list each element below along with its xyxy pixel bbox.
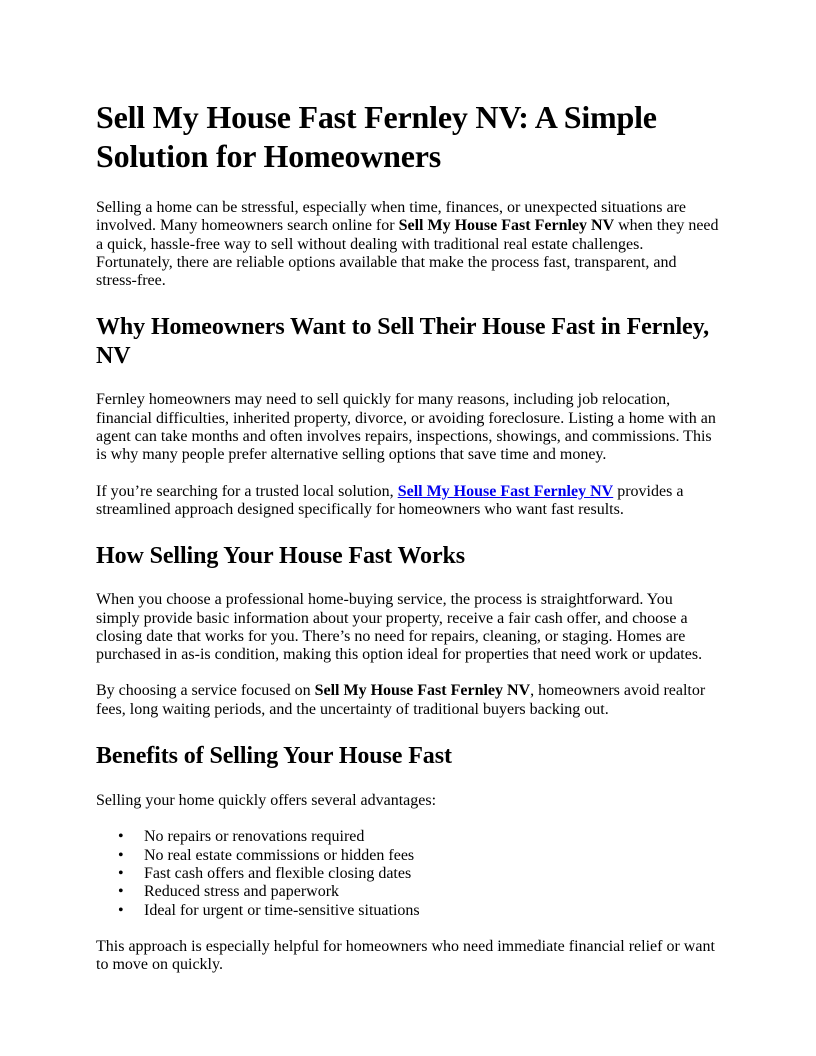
section2-keyword: Sell My House Fast Fernley NV: [314, 682, 531, 700]
section1-text-2: provides a streamlined approach designed specifically for homeowners who want fast results.: [96, 482, 684, 518]
intro-paragraph: [96, 199, 720, 290]
bullet-icon: •: [118, 864, 124, 882]
bullet-icon: •: [118, 846, 124, 864]
section2-heading: How Selling Your House Fast Works: [96, 543, 465, 570]
section1-text-1: If you’re searching for a trusted local solution,: [96, 482, 398, 500]
list-item: [118, 901, 720, 920]
section3-paragraph-1: Selling your home quickly offers several advantages:: [96, 792, 437, 810]
intro-keyword: Sell My House Fast Fernley NV: [398, 217, 615, 235]
list-item-text: Reduced stress and paperwork: [144, 883, 340, 901]
section3-heading: Benefits of Selling Your House Fast: [96, 743, 452, 770]
intro-text-2: when they need a quick, hassle-free way to sell without dealing with traditional real estate challenges. Fortunately, there are reliable options available that make the process fast, transparent, and stress-free.: [96, 217, 719, 290]
bullet-icon: •: [118, 828, 124, 846]
list-item: [118, 864, 720, 883]
section1-paragraph-2: [96, 483, 720, 520]
sell-my-house-link[interactable]: Sell My House Fast Fernley NV: [397, 482, 614, 500]
section1-paragraph-1: Fernley homeowners may need to sell quickly for many reasons, including job relocation, financial difficulties, inherited property, divorce, or avoiding foreclosure. Listing a home with an agent can take months and often involves repairs, inspections, showings, and commissions. This is why many people prefer alternative selling options that save time and money.: [96, 391, 716, 464]
list-item: [118, 846, 720, 865]
section2-text-1: By choosing a service focused on: [96, 682, 315, 700]
intro-text-1: Selling a home can be stressful, especially when time, finances, or unexpected situations are involved. Many homeowners search online for: [96, 199, 687, 235]
bullet-icon: •: [118, 901, 124, 919]
benefits-list: [96, 828, 720, 919]
section3-paragraph-2: This approach is especially helpful for homeowners who need immediate financial relief or want to move on quickly.: [96, 937, 715, 974]
section2-text-2: , homeowners avoid realtor fees, long waiting periods, and the uncertainty of traditional buyers backing out.: [96, 682, 706, 718]
list-item-text: No repairs or renovations required: [144, 828, 365, 846]
list-item: [118, 883, 720, 901]
list-item-text: Ideal for urgent or time-sensitive situations: [144, 901, 420, 919]
list-item-text: Fast cash offers and flexible closing dates: [144, 864, 412, 882]
list-item-text: No real estate commissions or hidden fees: [144, 846, 415, 864]
list-item: [118, 828, 720, 846]
section2-paragraph-1: When you choose a professional home-buying service, the process is straightforward. You simply provide basic information about your property, receive a fair cash offer, and choose a closing date that works for you. There’s no need for repairs, cleaning, or staging. Homes are purchased in as-is condition, making this option ideal for properties that need work or updates.: [96, 591, 703, 664]
section1-heading: Why Homeowners Want to Sell Their House Fast in Fernley, NV: [96, 314, 710, 370]
page-title: Sell My House Fast Fernley NV: A Simple Solution for Homeowners: [96, 99, 657, 174]
bullet-icon: •: [118, 883, 124, 901]
section2-paragraph-2: [96, 682, 720, 719]
